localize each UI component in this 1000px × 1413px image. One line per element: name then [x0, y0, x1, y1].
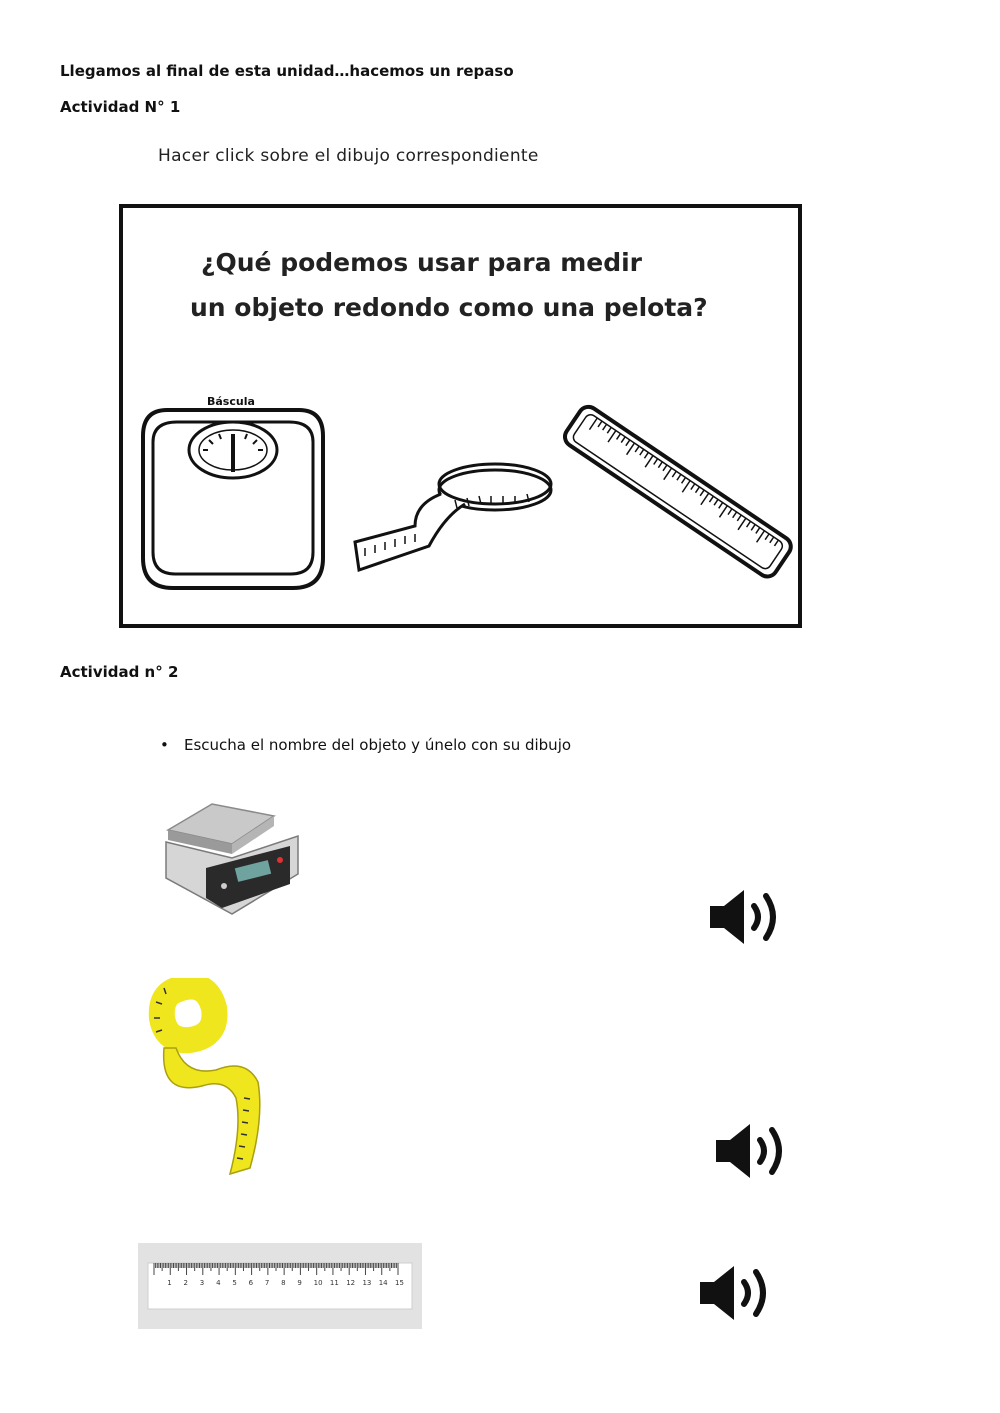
option-bathroom-scale[interactable]: [137, 390, 329, 590]
ruler-number: 14: [378, 1279, 388, 1287]
question-line-2: un objeto redondo como una pelota?: [190, 293, 708, 322]
yellow-tape-picture[interactable]: [146, 978, 276, 1176]
ruler-number: 8: [281, 1279, 286, 1287]
ruler-number: 11: [329, 1279, 339, 1287]
ruler-icon: [138, 1243, 422, 1329]
ruler-number: 2: [183, 1279, 189, 1287]
ruler-number: 3: [199, 1279, 205, 1287]
question-card: [119, 204, 802, 628]
speaker-icon: [696, 1262, 776, 1324]
ruler-number: 10: [313, 1279, 323, 1287]
ruler-number: 9: [297, 1279, 302, 1287]
ruler-number: 4: [216, 1279, 221, 1287]
ruler-number: 7: [264, 1279, 270, 1287]
kitchen-scale-icon: [162, 802, 302, 920]
audio-button-3[interactable]: [696, 1262, 776, 1324]
ruler-number: 12: [346, 1279, 356, 1287]
question-line-1: ¿Qué podemos usar para medir: [201, 248, 642, 277]
ruler-number: 13: [362, 1279, 372, 1287]
speaker-icon: [712, 1120, 792, 1182]
bullet-point: •: [160, 736, 169, 754]
bathroom-scale-icon: [137, 390, 329, 590]
ruler-number: 15: [395, 1279, 404, 1287]
activity-1-heading: Actividad N° 1: [60, 98, 181, 116]
option-ruler[interactable]: [559, 390, 799, 590]
measuring-tape-icon: [345, 456, 557, 572]
ruler-number: 5: [232, 1279, 237, 1287]
option-measuring-tape[interactable]: [345, 456, 557, 572]
ruler-number: 6: [248, 1279, 254, 1287]
yellow-tape-icon: [146, 978, 276, 1176]
scale-label: Báscula: [207, 395, 255, 408]
activity-2-heading: Actividad n° 2: [60, 663, 179, 681]
audio-button-1[interactable]: [706, 886, 786, 948]
activity-2-instruction: Escucha el nombre del objeto y únelo con su dibujo: [184, 736, 572, 754]
speaker-icon: [706, 886, 786, 948]
activity-1-instruction: Hacer click sobre el dibujo correspondiente: [158, 146, 539, 166]
kitchen-scale-picture[interactable]: [162, 802, 302, 920]
ruler-picture[interactable]: [138, 1243, 422, 1329]
page-title: Llegamos al final de esta unidad…hacemos un repaso: [60, 62, 514, 80]
ruler-icon: [559, 390, 799, 590]
ruler-number: 1: [167, 1279, 172, 1287]
audio-button-2[interactable]: [712, 1120, 792, 1182]
